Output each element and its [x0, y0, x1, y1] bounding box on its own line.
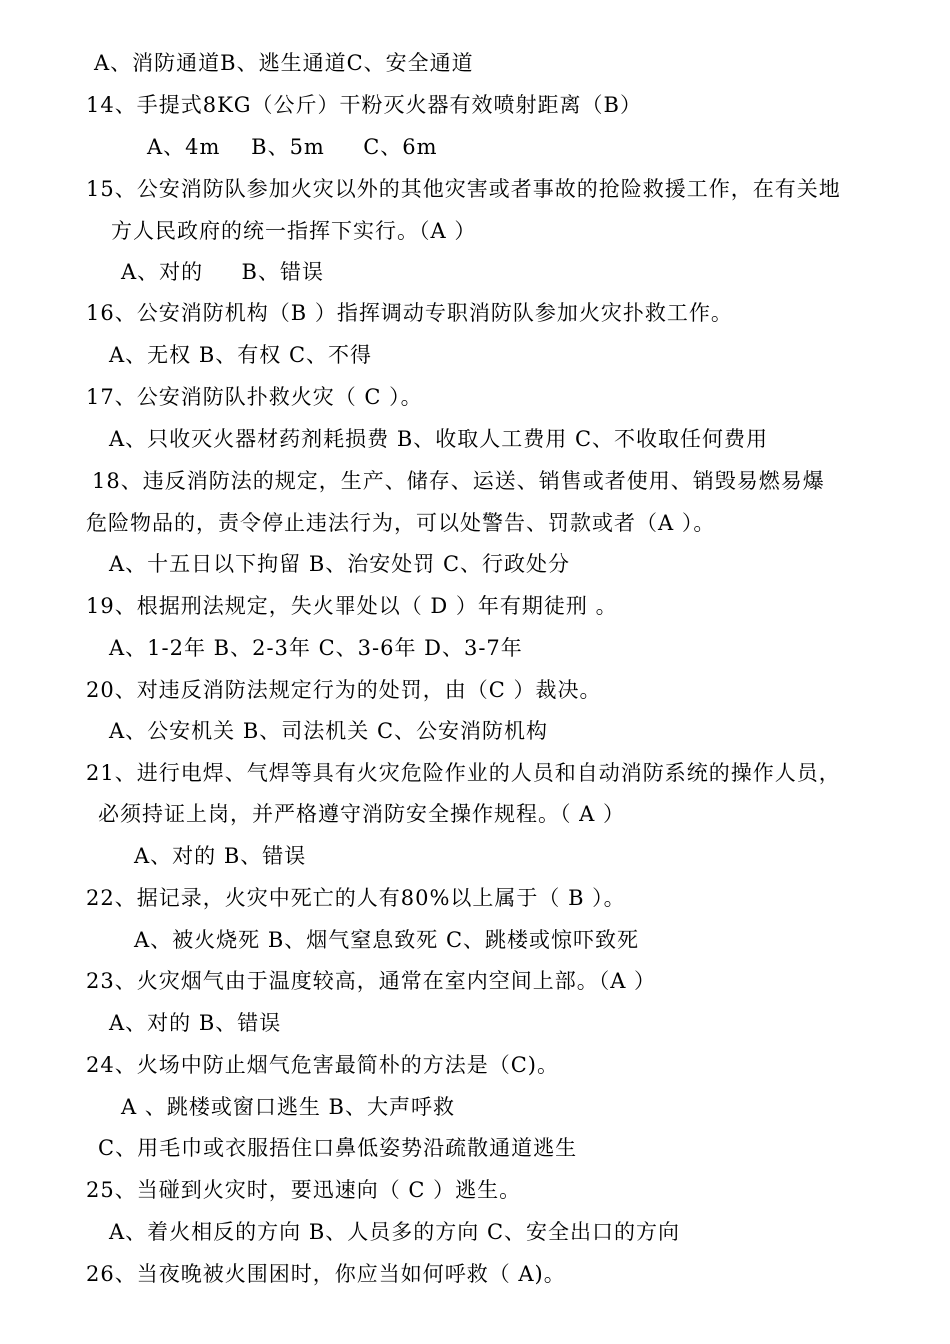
text-line: 17、公安消防队扑救火灾（ C ）。: [86, 385, 423, 409]
text-line: A、4m B、5m C、6m: [147, 135, 438, 159]
text-line: A、被火烧死 B、烟气窒息致死 C、跳楼或惊吓致死: [134, 928, 640, 952]
text-line: A、1-2年 B、2-3年 C、3-6年 D、3-7年: [109, 636, 523, 660]
text-line: 方人民政府的统一指挥下实行。（A ）: [111, 219, 477, 243]
text-line: A、对的 B、错误: [109, 1011, 282, 1035]
text-line: A、对的 B、错误: [134, 844, 307, 868]
text-line: C、用毛巾或衣服捂住口鼻低姿势沿疏散通道逃生: [98, 1136, 578, 1160]
text-line: A、无权 B、有权 C、不得: [109, 343, 373, 367]
text-line: 16、公安消防机构（B ）指挥调动专职消防队参加火灾扑救工作。: [86, 301, 733, 325]
text-line: 24、火场中防止烟气危害最简朴的方法是（C)。: [86, 1053, 559, 1077]
text-line: A、公安机关 B、司法机关 C、公安消防机构: [109, 719, 549, 743]
text-line: 22、据记录，火灾中死亡的人有80%以上属于（ B ）。: [86, 886, 626, 910]
text-line: 19、根据刑法规定，失火罪处以（ D ）年有期徒刑 。: [86, 594, 618, 618]
text-line: 23、火灾烟气由于温度较高，通常在室内空间上部。（A ）: [86, 969, 657, 993]
text-line: A、消防通道B、逃生通道C、安全通道: [94, 51, 474, 75]
text-line: 15、公安消防队参加火灾以外的其他灾害或者事故的抢险救援工作，在有关地: [86, 177, 841, 201]
text-line: 危险物品的，责令停止违法行为，可以处警告、罚款或者（A ）。: [86, 511, 716, 535]
text-line: 26、当夜晚被火围困时，你应当如何呼救（ A)。: [86, 1262, 566, 1286]
text-line: 必须持证上岗，并严格遵守消防安全操作规程。（ A ）: [98, 802, 626, 826]
text-line: A、十五日以下拘留 B、治安处罚 C、行政处分: [109, 552, 571, 576]
text-line: 18、违反消防法的规定，生产、储存、运送、销售或者使用、销毁易燃易爆: [92, 469, 825, 493]
text-line: 14、手提式8KG（公斤）干粉灭火器有效喷射距离（B）: [86, 93, 642, 117]
text-line: 25、当碰到火灾时，要迅速向（ C ）逃生。: [86, 1178, 522, 1202]
text-line: A、只收灭火器材药剂耗损费 B、收取人工费用 C、不收取任何费用: [109, 427, 769, 451]
text-line: 20、对违反消防法规定行为的处罚，由（C ）裁决。: [86, 678, 602, 702]
text-line: A、对的 B、错误: [121, 260, 324, 284]
text-line: A 、跳楼或窗口逃生 B、大声呼救: [121, 1095, 455, 1119]
text-line: A、着火相反的方向 B、人员多的方向 C、安全出口的方向: [109, 1220, 681, 1244]
text-line: 21、进行电焊、气焊等具有火灾危险作业的人员和自动消防系统的操作人员，: [86, 761, 841, 785]
